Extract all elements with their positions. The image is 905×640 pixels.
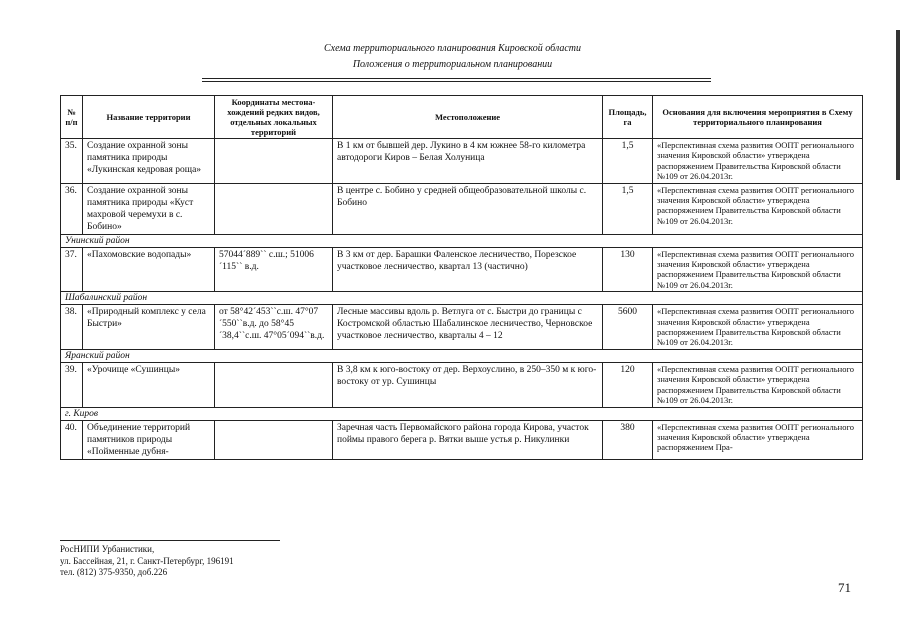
table-row xyxy=(61,183,863,234)
row-basis: «Перспективная схема развития ООПТ регионального значения Кировской области» утверждена распоряжением Правительства Кировской области №109 от 26.04.2013г. xyxy=(653,139,863,184)
header-rule-bottom xyxy=(202,81,711,82)
region-label: Яранский район xyxy=(61,349,863,362)
document-subtitle: Положения о территориальном планировании xyxy=(352,59,553,70)
col-header-basis: Основания для включения мероприятия в Схему территориального планирования xyxy=(653,96,863,139)
row-coords xyxy=(215,139,333,184)
col-header-name: Название территории xyxy=(83,96,215,139)
region-label: Шабалинский район xyxy=(61,292,863,305)
row-coords xyxy=(215,183,333,234)
document-title: Схема территориального планирования Кировской области xyxy=(323,43,582,54)
table-row xyxy=(61,139,863,184)
row-coords xyxy=(215,420,333,459)
row-location: Лесные массивы вдоль р. Ветлуга от с. Быстри до границы с Костромской областью Шабалинское лесничество, Черновское участковое лесничество, кварталы 4 – 12 xyxy=(333,305,603,350)
footer-org: РосНИПИ Урбанистики, xyxy=(60,544,155,554)
row-basis: «Перспективная схема развития ООПТ регионального значения Кировской области» утверждена распоряжением Правительства Кировской области №109 от 26.04.2013г. xyxy=(653,247,863,292)
row-area: 1,5 xyxy=(603,183,653,234)
row-basis: «Перспективная схема развития ООПТ регионального значения Кировской области» утверждена распоряжением Правительства Кировской области №109 от 26.04.2013г. xyxy=(653,305,863,350)
row-number: 40. xyxy=(61,420,83,459)
row-location: Заречная часть Первомайского района города Кирова, участок поймы правого берега р. Вятки выше устья р. Никулинки xyxy=(333,420,603,459)
footer-rule xyxy=(60,540,280,541)
row-name: «Природный комплекс у села Быстри» xyxy=(83,305,215,350)
row-number: 35. xyxy=(61,139,83,184)
header-rule-top xyxy=(202,78,711,79)
row-area: 130 xyxy=(603,247,653,292)
row-area: 5600 xyxy=(603,305,653,350)
row-name: Создание охранной зоны памятника природы «Лукинская кедровая роща» xyxy=(83,139,215,184)
row-name: Создание охранной зоны памятника природы «Куст махровой черемухи в с. Бобино» xyxy=(83,183,215,234)
row-location: В центре с. Бобино у средней общеобразовательной школы с. Бобино xyxy=(333,183,603,234)
table-row xyxy=(61,362,863,407)
row-number: 39. xyxy=(61,362,83,407)
row-area: 1,5 xyxy=(603,139,653,184)
row-number: 36. xyxy=(61,183,83,234)
table-row xyxy=(61,247,863,292)
row-area: 380 xyxy=(603,420,653,459)
region-row xyxy=(61,407,863,420)
page-number: 71 xyxy=(838,580,851,595)
footer-phone: тел. (812) 375-9350, доб.226 xyxy=(60,567,168,577)
row-name: Объединение территорий памятников природы «Пойменные дубня- xyxy=(83,420,215,459)
table-row xyxy=(61,420,863,459)
footer-street: ул. Бассейная, 21, г. Санкт-Петербург, 196191 xyxy=(60,555,234,566)
row-location: В 3 км от дер. Барашки Фаленское лесничество, Порезское участковое лесничество, квартал 13 (частично) xyxy=(333,247,603,292)
region-row xyxy=(61,349,863,362)
row-basis: «Перспективная схема развития ООПТ регионального значения Кировской области» утверждена распоряжением Пра- xyxy=(653,420,863,459)
row-coords: 57044´889`` с.ш.; 51006´115`` в.д. xyxy=(215,247,333,292)
table-header-row xyxy=(61,96,863,139)
row-coords xyxy=(215,362,333,407)
region-row xyxy=(61,234,863,247)
region-row xyxy=(61,292,863,305)
territory-table xyxy=(60,95,863,460)
row-location: В 3,8 км к юго-востоку от дер. Верхоуслино, в 250–350 м к юго-востоку от ур. Сушинцы xyxy=(333,362,603,407)
col-header-coords: Координаты местона-хождений редких видов, отдельных локальных территорий xyxy=(215,96,333,139)
col-header-location: Местоположение xyxy=(333,96,603,139)
row-location: В 1 км от бывшей дер. Лукино в 4 км южнее 58-го километра автодороги Киров – Белая Холуница xyxy=(333,139,603,184)
footer-address xyxy=(60,544,234,579)
row-basis: «Перспективная схема развития ООПТ регионального значения Кировской области» утверждена распоряжением Правительства Кировской области №109 от 26.04.2013г. xyxy=(653,183,863,234)
page-edge-mark xyxy=(896,30,900,180)
col-header-area: Площадь, га xyxy=(603,96,653,139)
row-number: 37. xyxy=(61,247,83,292)
row-coords: от 58°42´453``с.ш. 47°07´550``в.д. до 58°45´38,4``с.ш. 47°05´094``в.д. xyxy=(215,305,333,350)
col-header-number: № п/п xyxy=(61,96,83,139)
region-label: Унинский район xyxy=(61,234,863,247)
row-name: «Пахомовские водопады» xyxy=(83,247,215,292)
row-area: 120 xyxy=(603,362,653,407)
table-row xyxy=(61,305,863,350)
row-number: 38. xyxy=(61,305,83,350)
row-name: «Урочище «Сушинцы» xyxy=(83,362,215,407)
region-label: г. Киров xyxy=(61,407,863,420)
row-basis: «Перспективная схема развития ООПТ регионального значения Кировской области» утверждена распоряжением Правительства Кировской области №109 от 26.04.2013г. xyxy=(653,362,863,407)
